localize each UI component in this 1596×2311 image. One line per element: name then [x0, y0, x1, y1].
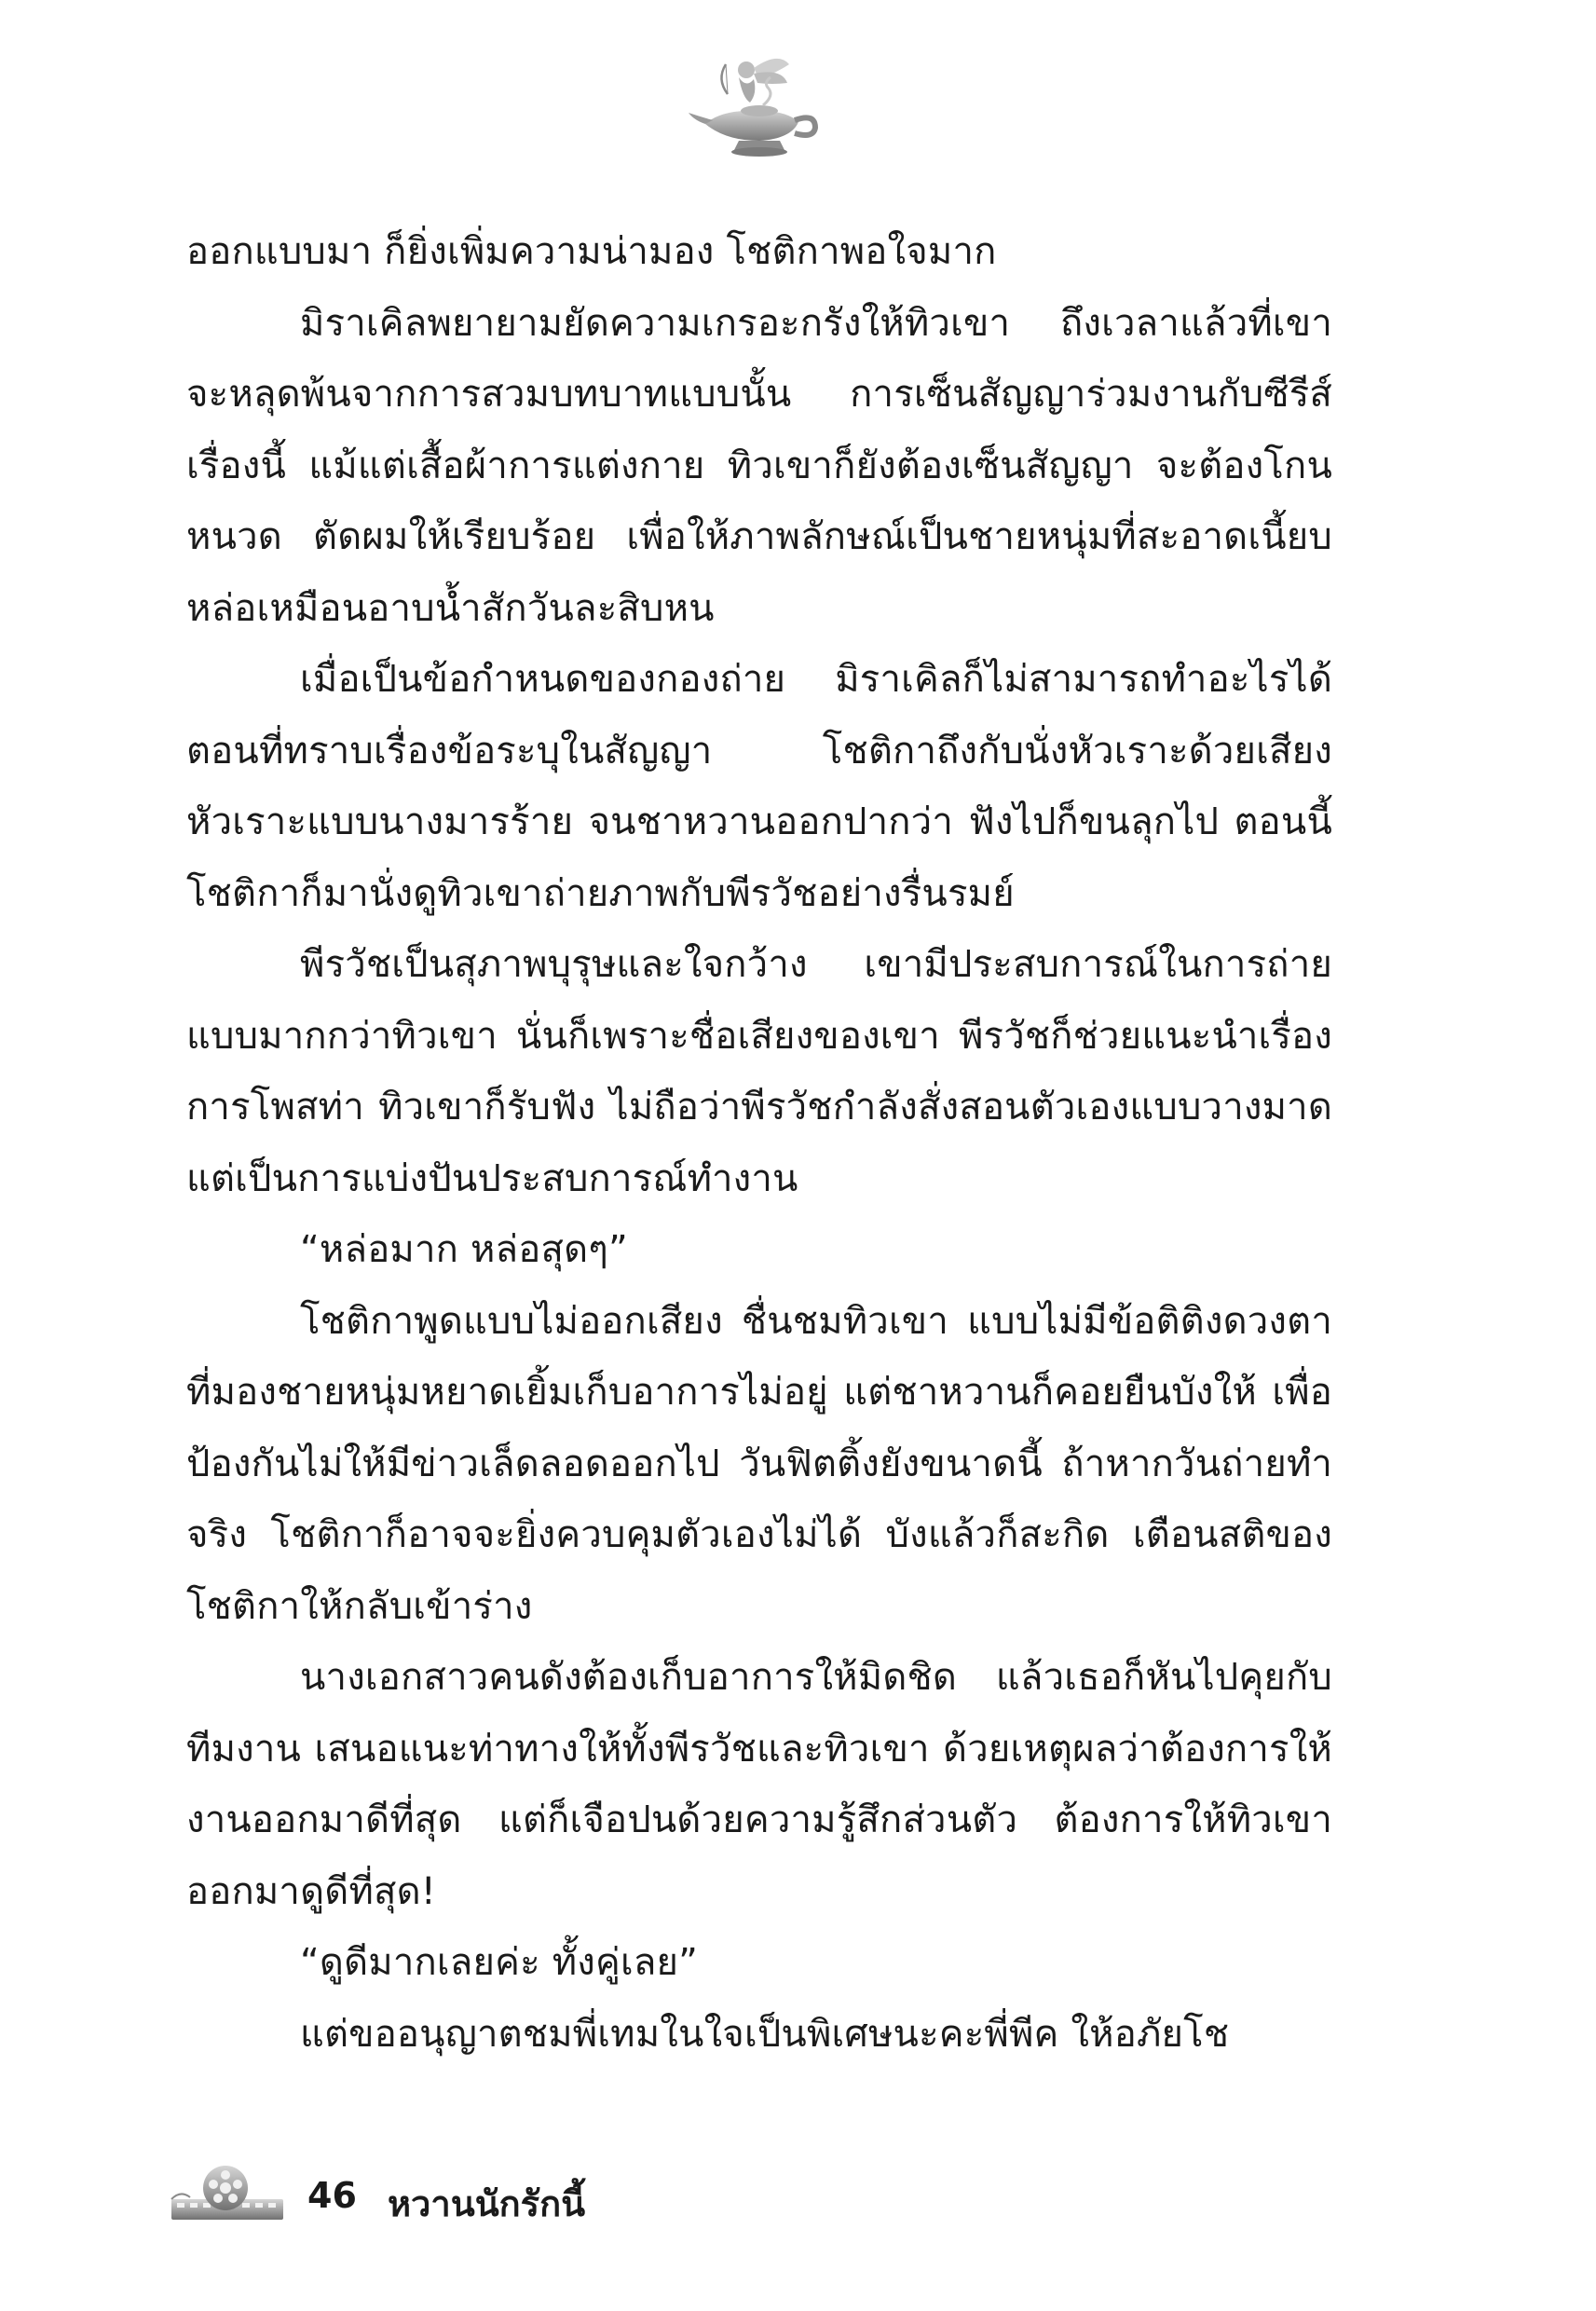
- paragraph-6: โชติกาพูดแบบไม่ออกเสียง ชื่นชมทิวเขา แบบไม่มีข้อติติงดวงตาที่มองชายหนุ่มหยาดเยิ้มเก็บอาการไม่อยู่ แต่ชาหวานก็คอยยืนบังให้ เพื่อป้องกันไม่ให้มีข่าวเล็ดลอดออกไป วันฟิตติ้งยังขนาดนี้ ถ้าหากวันถ่ายทำจริง โชติกาก็อาจจะยิ่งควบคุมตัวเองไม่ได้ บังแล้วก็สะกิด เตือนสติของโชติกาให้กลับเข้าร่าง: [186, 1299, 1332, 1628]
- body-text: [186, 216, 1332, 2070]
- paragraph-7: นางเอกสาวคนดังต้องเก็บอาการให้มิดชิด แล้วเธอก็หันไปคุยกับทีมงาน เสนอแนะท่าทางให้ทั้งพีรวัชและทิวเขา ด้วยเหตุผลว่าต้องการให้งานออกมาดีที่สุด แต่ก็เจือปนด้วยความรู้สึกส่วนตัว ต้องการให้ทิวเขาออกมาดูดีที่สุด!: [186, 1656, 1332, 1913]
- paragraph-2: มิราเคิลพยายามยัดความเกรอะกรังให้ทิวเขา ถึงเวลาแล้วที่เขาจะหลุดพ้นจากการสวมบทบาทแบบนั้น การเซ็นสัญญาร่วมงานกับซีรีส์เรื่องนี้ แม้แต่เสื้อผ้าการแต่งกาย ทิวเขาก็ยังต้องเซ็นสัญญา จะต้องโกนหนวด ตัดผมให้เรียบร้อย เพื่อให้ภาพลักษณ์เป็นชายหนุ่มที่สะอาดเนี้ยบ หล่อเหมือนอาบน้ำสักวันละสิบหน: [186, 301, 1332, 630]
- film-reel-ornament-icon: [168, 2162, 289, 2227]
- book-title: หวานนักรักนี้: [388, 2183, 586, 2224]
- paragraph-9: แต่ขออนุญาตชมพี่เทมในใจเป็นพิเศษนะคะพี่พีค ให้อภัยโช: [300, 2012, 1230, 2056]
- page-footer: [168, 2162, 727, 2236]
- page-number: 46: [307, 2175, 357, 2216]
- paragraph-4: พีรวัชเป็นสุภาพบุรุษและใจกว้าง เขามีประสบการณ์ในการถ่ายแบบมากกว่าทิวเขา นั่นก็เพราะชื่อเสียงของเขา พีรวัชก็ช่วยแนะนำเรื่องการโพสท่า ทิวเขาก็รับฟัง ไม่ถือว่าพีรวัชกำลังสั่งสอนตัวเองแบบวางมาด แต่เป็นการแบ่งปันประสบการณ์ทำงาน: [186, 943, 1332, 1200]
- paragraph-5-dialogue: “หล่อมาก หล่อสุดๆ”: [300, 1228, 628, 1271]
- magic-lamp-with-cupid-icon: [685, 51, 825, 163]
- paragraph-8-dialogue: “ดูดีมากเลยค่ะ ทั้งคู่เลย”: [300, 1941, 699, 1984]
- paragraph-1: ออกแบบมา ก็ยิ่งเพิ่มความน่ามอง โชติกาพอใจมาก: [186, 230, 997, 273]
- paragraph-3: เมื่อเป็นข้อกำหนดของกองถ่าย มิราเคิลก็ไม่สามารถทำอะไรได้ ตอนที่ทราบเรื่องข้อระบุในสัญญา โชติกาถึงกับนั่งหัวเราะด้วยเสียงหัวเราะแบบนางมารร้าย จนชาหวานออกปากว่า ฟังไปก็ขนลุกไป ตอนนี้โชติกาก็มานั่งดูทิวเขาถ่ายภาพกับพีรวัชอย่างรื่นรมย์: [186, 658, 1332, 915]
